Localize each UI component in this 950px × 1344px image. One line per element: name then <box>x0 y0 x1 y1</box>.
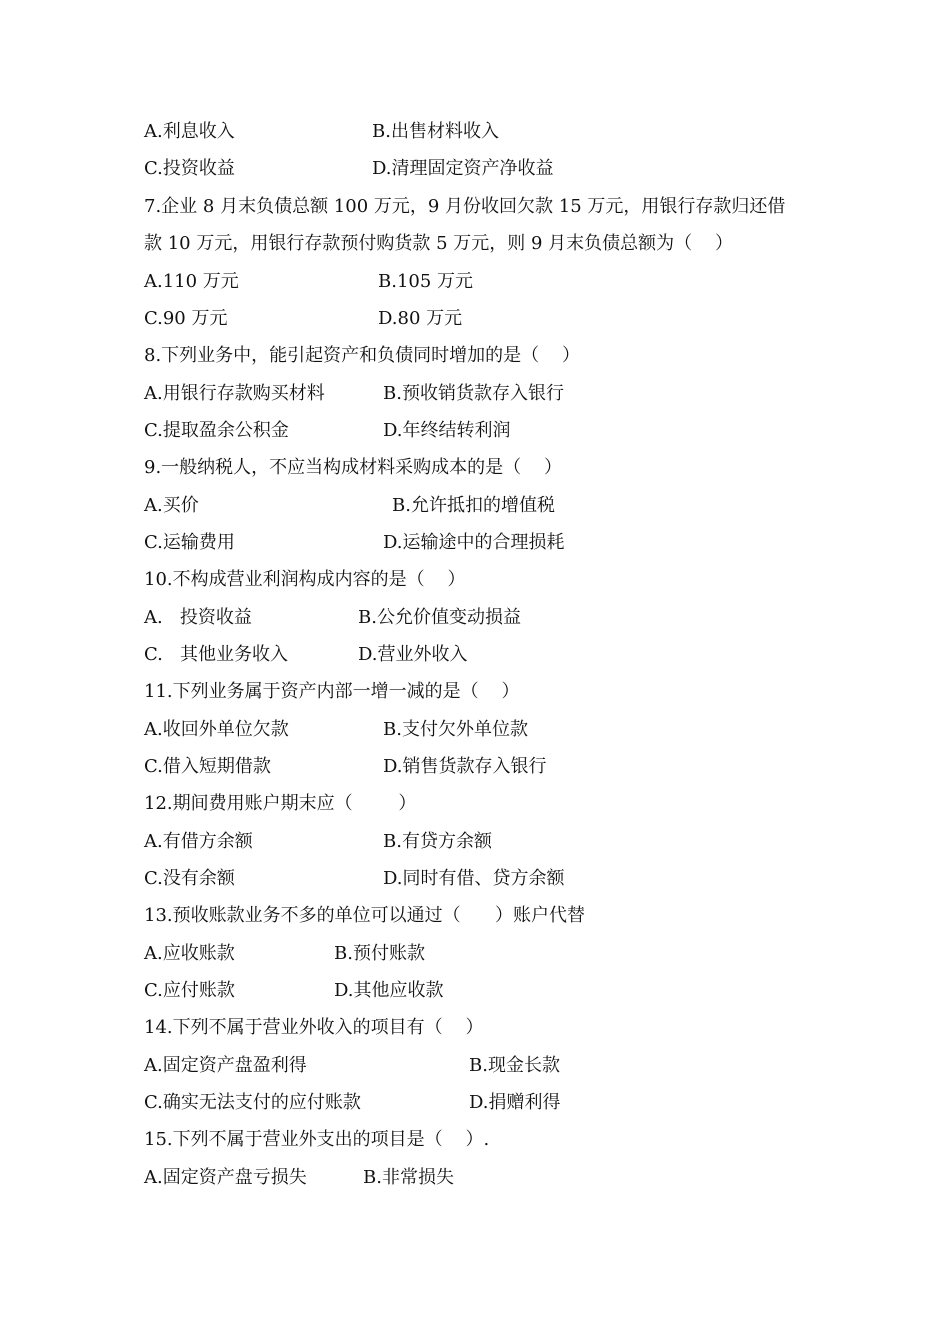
q9-option-b: B.允许抵扣的增值税 <box>392 495 555 516</box>
q13-option-a: A.应收账款 <box>144 943 235 964</box>
q12-option-a: A.有借方余额 <box>144 831 253 852</box>
q13-option-d: D.其他应收款 <box>334 980 444 1001</box>
q11-option-d: D.销售货款存入银行 <box>383 756 547 777</box>
q13-option-b: B.预付账款 <box>334 943 425 964</box>
q14-option-c: C.确实无法支付的应付账款 <box>144 1092 361 1113</box>
q8-option-a: A.用银行存款购买材料 <box>144 383 325 404</box>
q9-option-d: D.运输途中的合理损耗 <box>383 532 565 553</box>
q13-option-c: C.应付账款 <box>144 980 235 1001</box>
q10-option-d: D.营业外收入 <box>358 644 468 665</box>
q9-stem: 9.一般纳税人，不应当构成材料采购成本的是（ ） <box>144 457 563 478</box>
q11-stem: 11.下列业务属于资产内部一增一减的是（ ） <box>144 681 520 702</box>
q8-option-c: C.提取盈余公积金 <box>144 420 289 441</box>
q12-stem: 12.期间费用账户期末应（ ） <box>144 793 417 814</box>
q12-option-b: B.有贷方余额 <box>383 831 492 852</box>
q7-stem-line2: 款 10 万元，用银行存款预付购货款 5 万元，则 9 月末负债总额为（ ） <box>144 233 734 254</box>
q12-option-c: C.没有余额 <box>144 868 235 889</box>
q7-option-d: D.80 万元 <box>378 308 463 329</box>
q11-option-a: A.收回外单位欠款 <box>144 719 289 740</box>
q9-option-a: A.买价 <box>144 495 199 516</box>
q6-option-b: B.出售材料收入 <box>372 121 499 142</box>
q10-option-b: B.公允价值变动损益 <box>358 607 521 628</box>
q7-stem-line1: 7.企业 8 月末负债总额 100 万元，9 月份收回欠款 15 万元，用银行存款归还借 <box>144 196 786 217</box>
q15-option-b: B.非常损失 <box>363 1167 454 1188</box>
q7-option-b: B.105 万元 <box>378 271 474 292</box>
q10-stem: 10.不构成营业利润构成内容的是（ ） <box>144 569 466 590</box>
q8-option-d: D.年终结转利润 <box>383 420 511 441</box>
q12-option-d: D.同时有借、贷方余额 <box>383 868 565 889</box>
q11-option-c: C.借入短期借款 <box>144 756 271 777</box>
q13-stem: 13.预收账款业务不多的单位可以通过（ ）账户代替 <box>144 905 585 926</box>
q14-option-b: B.现金长款 <box>469 1055 560 1076</box>
q10-option-a: A. 投资收益 <box>144 607 252 628</box>
q14-option-d: D.捐赠利得 <box>469 1092 561 1113</box>
q7-option-a: A.110 万元 <box>144 271 239 292</box>
q8-option-b: B.预收销货款存入银行 <box>383 383 564 404</box>
q15-stem: 15.下列不属于营业外支出的项目是（ ）. <box>144 1129 490 1150</box>
q6-option-a: A.利息收入 <box>144 121 235 142</box>
q8-stem: 8.下列业务中，能引起资产和负债同时增加的是（ ） <box>144 345 581 366</box>
q11-option-b: B.支付欠外单位款 <box>383 719 528 740</box>
q10-option-c: C. 其他业务收入 <box>144 644 289 665</box>
q9-option-c: C.运输费用 <box>144 532 235 553</box>
q6-option-d: D.清理固定资产净收益 <box>372 158 554 179</box>
q6-option-c: C.投资收益 <box>144 158 235 179</box>
q14-option-a: A.固定资产盘盈利得 <box>144 1055 307 1076</box>
q7-option-c: C.90 万元 <box>144 308 228 329</box>
q15-option-a: A.固定资产盘亏损失 <box>144 1167 307 1188</box>
q14-stem: 14.下列不属于营业外收入的项目有（ ） <box>144 1017 484 1038</box>
